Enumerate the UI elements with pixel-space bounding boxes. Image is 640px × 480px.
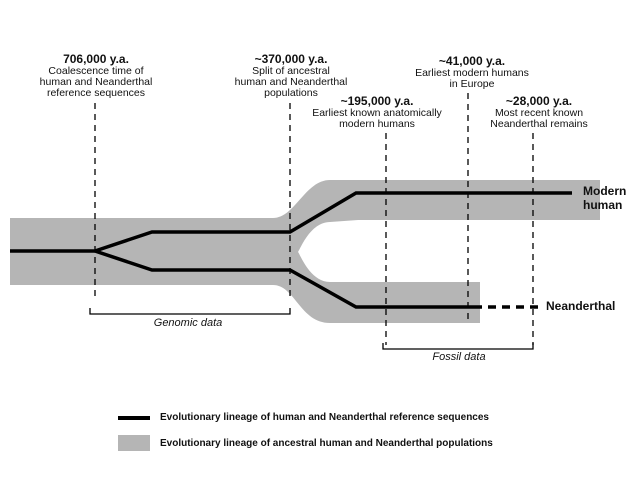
annotation-line: populations	[264, 87, 318, 99]
annotation-age: ~370,000 y.a.	[254, 52, 328, 66]
annotation-modern-humans-europe	[415, 55, 529, 90]
annotation-line: Neanderthal remains	[490, 118, 588, 130]
fossil-range-bracket	[383, 343, 533, 349]
legend-sequence-label: Evolutionary lineage of human and Neanderthal reference sequences	[160, 412, 489, 423]
annotation-line: Earliest known anatomically	[312, 107, 442, 119]
legend-line-swatch	[118, 416, 150, 420]
annotation-line: in Europe	[449, 78, 495, 90]
legend-band-swatch	[118, 435, 150, 451]
annotation-line: Earliest modern humans	[415, 67, 529, 79]
modern-human-label	[583, 184, 626, 212]
annotation-line: Most recent known	[494, 107, 584, 119]
annotation-line: modern humans	[339, 118, 415, 130]
annotation-line: human and Neanderthal	[234, 76, 348, 88]
modern-human-label-line-1: Modern	[583, 184, 627, 198]
modern-human-label-line-2: human	[583, 198, 623, 212]
annotation-coalescence	[40, 53, 153, 99]
genomic-data-label: Genomic data	[153, 317, 223, 329]
annotation-population-split	[235, 53, 348, 99]
annotation-age: ~28,000 y.a.	[505, 94, 573, 108]
genomic-range-bracket	[90, 308, 290, 314]
annotation-recent-neanderthal	[490, 95, 587, 130]
neanderthal-label: Neanderthal	[546, 299, 616, 313]
legend-population-label: Evolutionary lineage of ancestral human and Neanderthal populations	[160, 437, 493, 449]
annotation-line: human and Neanderthal	[39, 76, 153, 88]
legend-population-lineage	[118, 435, 493, 451]
annotation-line: Coalescence time of	[48, 65, 144, 77]
legend-sequence-lineage	[118, 412, 489, 423]
annotation-line: Split of ancestral	[252, 65, 330, 77]
annotation-age: ~195,000 y.a.	[340, 94, 414, 108]
annotation-line: reference sequences	[46, 87, 146, 99]
annotation-age: 706,000 y.a.	[63, 52, 129, 66]
annotation-earliest-modern-humans	[312, 95, 442, 130]
annotation-age: ~41,000 y.a.	[438, 54, 506, 68]
fossil-data-label: Fossil data	[432, 351, 486, 363]
